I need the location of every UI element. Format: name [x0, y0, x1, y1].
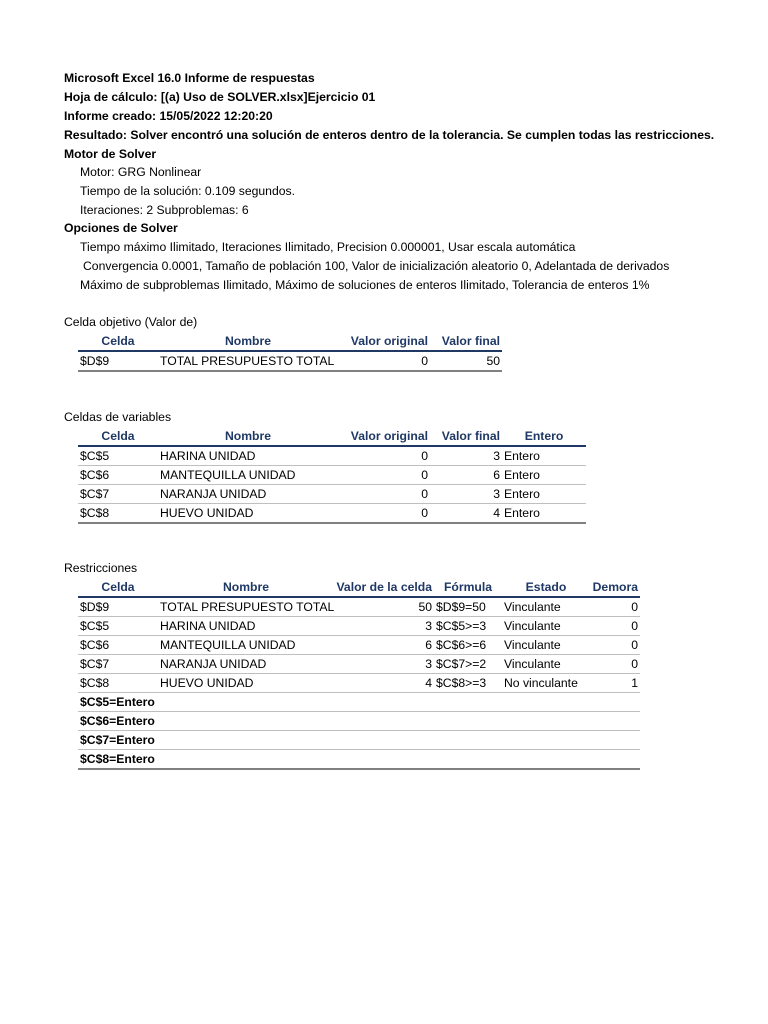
cell-value: 3 [334, 655, 434, 674]
cell-name: HUEVO UNIDAD [158, 504, 338, 524]
integer-constraint: $C$6=Entero [78, 712, 640, 731]
cell-ref: $C$7 [78, 485, 158, 504]
cell-ref: $C$7 [78, 655, 158, 674]
table-row [78, 485, 586, 504]
col-header-nombre: Nombre [158, 332, 338, 351]
table-row [78, 674, 640, 693]
cell-name: TOTAL PRESUPUESTO TOTAL [158, 351, 338, 371]
cell-ref: $C$8 [78, 504, 158, 524]
cell-name: HUEVO UNIDAD [158, 674, 334, 693]
cell-slack: 0 [590, 636, 640, 655]
cell-ref: $C$6 [78, 636, 158, 655]
options-line-3: Máximo de subproblemas Ilimitado, Máximo de soluciones de enteros Ilimitado, Tolerancia de enteros 1% [80, 278, 650, 292]
engine-title: Motor de Solver [64, 147, 157, 161]
cell-final: 50 [430, 351, 502, 371]
cell-original: 0 [338, 446, 430, 466]
engine-motor: Motor: GRG Nonlinear [80, 165, 202, 179]
cell-integer: Entero [502, 446, 586, 466]
options-title: Opciones de Solver [64, 221, 178, 235]
cell-status: No vinculante [502, 674, 590, 693]
table-row [78, 446, 586, 466]
cell-formula: $D$9=50 [434, 597, 502, 617]
cell-name: HARINA UNIDAD [158, 446, 338, 466]
cell-original: 0 [338, 485, 430, 504]
col-header-estado: Estado [502, 578, 590, 597]
cell-original: 0 [338, 504, 430, 524]
cell-slack: 1 [590, 674, 640, 693]
cell-integer: Entero [502, 466, 586, 485]
table-row [78, 466, 586, 485]
col-header-valor-original: Valor original [338, 332, 430, 351]
options-line-2: Convergencia 0.0001, Tamaño de población 100, Valor de inicialización aleatorio 0, Adelantada de derivados [83, 259, 670, 273]
table-row [78, 636, 640, 655]
cell-slack: 0 [590, 655, 640, 674]
table-row [78, 693, 640, 712]
cell-status: Vinculante [502, 655, 590, 674]
cell-ref: $C$6 [78, 466, 158, 485]
cell-formula: $C$8>=3 [434, 674, 502, 693]
cell-slack: 0 [590, 597, 640, 617]
table-row [78, 655, 640, 674]
col-header-formula: Fórmula [434, 578, 502, 597]
cell-name: MANTEQUILLA UNIDAD [158, 466, 338, 485]
integer-constraint: $C$5=Entero [78, 693, 640, 712]
col-header-nombre: Nombre [158, 578, 334, 597]
engine-time: Tiempo de la solución: 0.109 segundos. [80, 184, 296, 198]
table-row [78, 731, 640, 750]
objective-table [78, 332, 502, 372]
options-line-1: Tiempo máximo Ilimitado, Iteraciones Ilimitado, Precision 0.000001, Usar escala automática [80, 240, 576, 254]
constraints-section-title: Restricciones [64, 561, 138, 575]
cell-ref: $D$9 [78, 597, 158, 617]
cell-value: 50 [334, 597, 434, 617]
cell-slack: 0 [590, 617, 640, 636]
col-header-celda: Celda [78, 578, 158, 597]
col-header-valor-original: Valor original [338, 427, 430, 446]
col-header-celda: Celda [78, 332, 158, 351]
worksheet-line: Hoja de cálculo: [(a) Uso de SOLVER.xlsx]Ejercicio 01 [64, 90, 376, 104]
cell-value: 4 [334, 674, 434, 693]
integer-constraint: $C$7=Entero [78, 731, 640, 750]
cell-formula: $C$6>=6 [434, 636, 502, 655]
result-line: Resultado: Solver encontró una solución de enteros dentro de la tolerancia. Se cumplen todas las restricciones. [64, 128, 715, 142]
cell-value: 6 [334, 636, 434, 655]
cell-ref: $C$5 [78, 617, 158, 636]
integer-constraint: $C$8=Entero [78, 750, 640, 770]
col-header-valor-final: Valor final [430, 332, 502, 351]
cell-name: TOTAL PRESUPUESTO TOTAL [158, 597, 334, 617]
cell-status: Vinculante [502, 597, 590, 617]
col-header-nombre: Nombre [158, 427, 338, 446]
table-row [78, 750, 640, 770]
variables-table [78, 427, 586, 524]
col-header-celda: Celda [78, 427, 158, 446]
col-header-demora: Demora [590, 578, 640, 597]
col-header-valor-celda: Valor de la celda [334, 578, 434, 597]
cell-value: 3 [334, 617, 434, 636]
objective-section-title: Celda objetivo (Valor de) [64, 315, 198, 329]
table-row [78, 712, 640, 731]
variables-section-title: Celdas de variables [64, 410, 172, 424]
table-row [78, 504, 586, 524]
cell-name: HARINA UNIDAD [158, 617, 334, 636]
cell-status: Vinculante [502, 636, 590, 655]
cell-final: 3 [430, 485, 502, 504]
cell-original: 0 [338, 466, 430, 485]
cell-status: Vinculante [502, 617, 590, 636]
cell-integer: Entero [502, 504, 586, 524]
col-header-entero: Entero [502, 427, 586, 446]
cell-name: NARANJA UNIDAD [158, 485, 338, 504]
cell-integer: Entero [502, 485, 586, 504]
cell-final: 4 [430, 504, 502, 524]
created-line: Informe creado: 15/05/2022 12:20:20 [64, 109, 273, 123]
engine-iterations: Iteraciones: 2 Subproblemas: 6 [80, 203, 249, 217]
cell-formula: $C$5>=3 [434, 617, 502, 636]
table-row [78, 617, 640, 636]
cell-final: 6 [430, 466, 502, 485]
report-title: Microsoft Excel 16.0 Informe de respuestas [64, 71, 315, 85]
cell-ref: $D$9 [78, 351, 158, 371]
cell-original: 0 [338, 351, 430, 371]
cell-ref: $C$5 [78, 446, 158, 466]
col-header-valor-final: Valor final [430, 427, 502, 446]
cell-name: NARANJA UNIDAD [158, 655, 334, 674]
table-row [78, 597, 640, 617]
cell-formula: $C$7>=2 [434, 655, 502, 674]
cell-name: MANTEQUILLA UNIDAD [158, 636, 334, 655]
table-row [78, 351, 502, 371]
cell-ref: $C$8 [78, 674, 158, 693]
cell-final: 3 [430, 446, 502, 466]
constraints-table [78, 578, 640, 770]
